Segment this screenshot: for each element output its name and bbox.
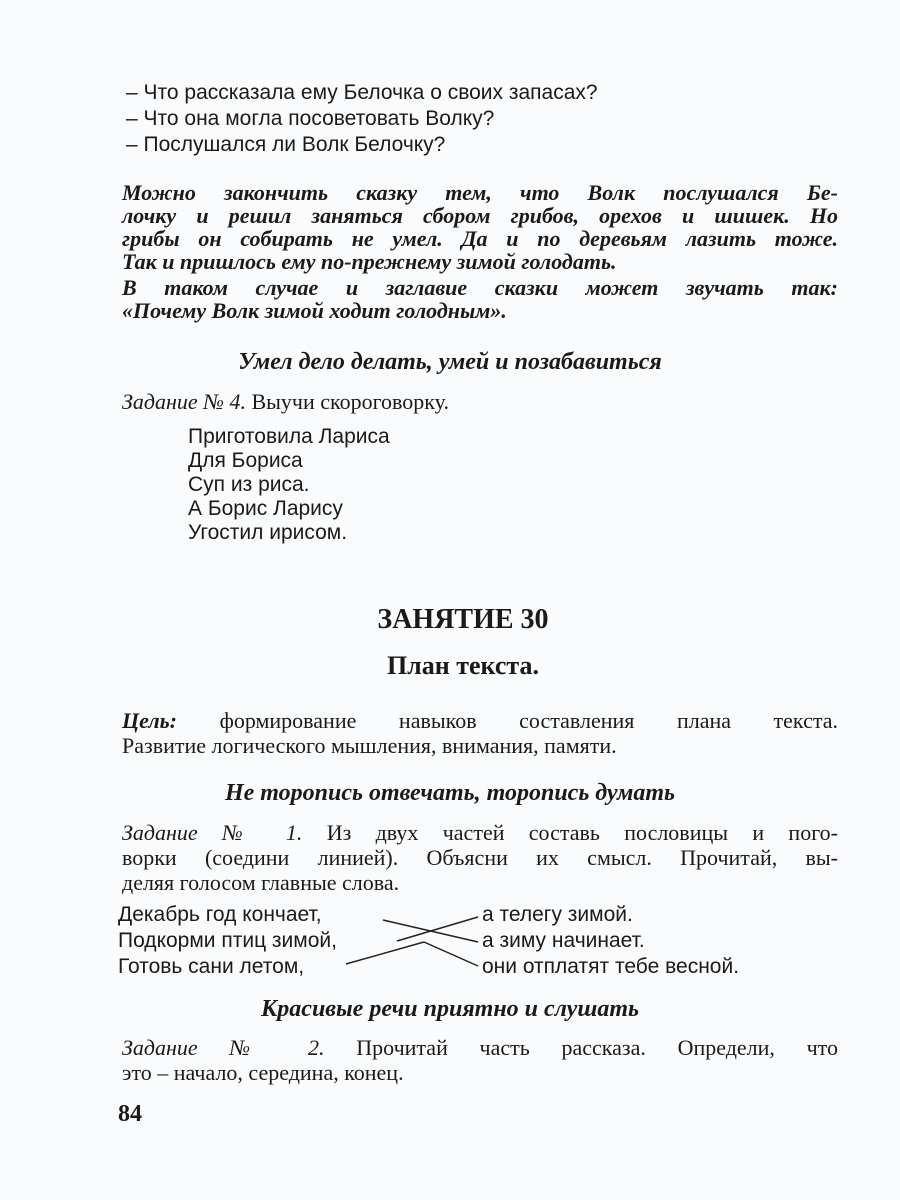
goal-text: формирование навыков составления плана текста. (177, 708, 838, 733)
lesson-title: ЗАНЯТИЕ 30 (377, 604, 549, 635)
question-item: – Что она могла посоветовать Волку? (126, 107, 495, 130)
task-line (122, 1036, 838, 1061)
task-line (122, 821, 838, 846)
goal-label: Цель: (122, 708, 177, 733)
task-line: ворки (соедини линией). Объясни их смысл. Прочитай, вы- (122, 845, 838, 870)
match-line (346, 942, 424, 964)
task-label: Задание № 2. (122, 1035, 325, 1060)
poem-line: Угостил ирисом. (188, 521, 348, 544)
tongue-twister (188, 425, 390, 545)
section-heading: Умел дело делать, умей и позабавиться (238, 349, 662, 375)
task-2 (122, 1036, 838, 1086)
paragraph-line: грибы он собирать не умел. Да и по деревьям лазить тоже. (122, 226, 838, 251)
paragraph-line: лочку и решил заняться сбором грибов, орехов и шишек. Но (122, 203, 838, 228)
section-heading: Не торопись отвечать, торопись думать (224, 780, 676, 806)
task-line: деляя голосом главные слова. (122, 870, 400, 895)
proverb-part: Готовь сани летом, (118, 955, 305, 978)
proverb-part: Подкорми птиц зимой, (118, 929, 337, 952)
paragraph-line: Так и пришлось ему по-прежнему зимой голодать. (122, 249, 617, 274)
task-line: это – начало, середина, конец. (122, 1060, 404, 1085)
task-label: Задание № 4. (122, 389, 246, 414)
proverb-beginnings (118, 903, 337, 981)
task-text: Прочитай часть рассказа. Определи, что (324, 1035, 838, 1060)
goal-line: Развитие логического мышления, внимания, памяти. (122, 733, 617, 758)
proverb-part: они отплатят тебе весной. (482, 955, 740, 978)
poem-line: Приготовила Лариса (188, 425, 390, 448)
proverb-endings (482, 903, 739, 981)
task-1 (122, 821, 838, 896)
poem-line: Суп из риса. (188, 473, 310, 496)
proverb-part: а зиму начинает. (482, 929, 645, 952)
task-4 (122, 390, 838, 414)
goal-line (122, 709, 838, 734)
lesson-subtitle: План текста. (386, 651, 540, 680)
match-line (383, 920, 478, 942)
paragraph-line: Можно закончить сказку тем, что Волк послушался Бе- (122, 180, 838, 205)
match-line (424, 942, 478, 966)
goal-paragraph (122, 709, 838, 759)
question-item: – Послушался ли Волк Белочку? (126, 133, 446, 156)
proverb-part: а телегу зимой. (482, 903, 633, 926)
task-text: Выучи скороговорку. (245, 389, 449, 414)
question-item: – Что рассказала ему Белочка о своих запасах? (126, 81, 598, 104)
title-paragraph (122, 276, 838, 322)
proverb-part: Декабрь год кончает, (118, 903, 322, 926)
poem-line: Для Бориса (188, 449, 303, 472)
paragraph-line: «Почему Волк зимой ходит голодным». (122, 298, 507, 323)
task-text: Из двух частей составь пословицы и пого- (302, 820, 838, 845)
paragraph-line: В таком случае и заглавие сказки может звучать так: (122, 275, 838, 300)
poem-line: А Борис Ларису (188, 497, 343, 520)
ending-paragraph (122, 181, 838, 273)
section-heading: Красивые речи приятно и слушать (261, 996, 639, 1022)
match-line (397, 917, 478, 941)
question-list (126, 81, 846, 159)
task-label: Задание № 1. (122, 820, 303, 845)
page-number: 84 (118, 1101, 142, 1127)
